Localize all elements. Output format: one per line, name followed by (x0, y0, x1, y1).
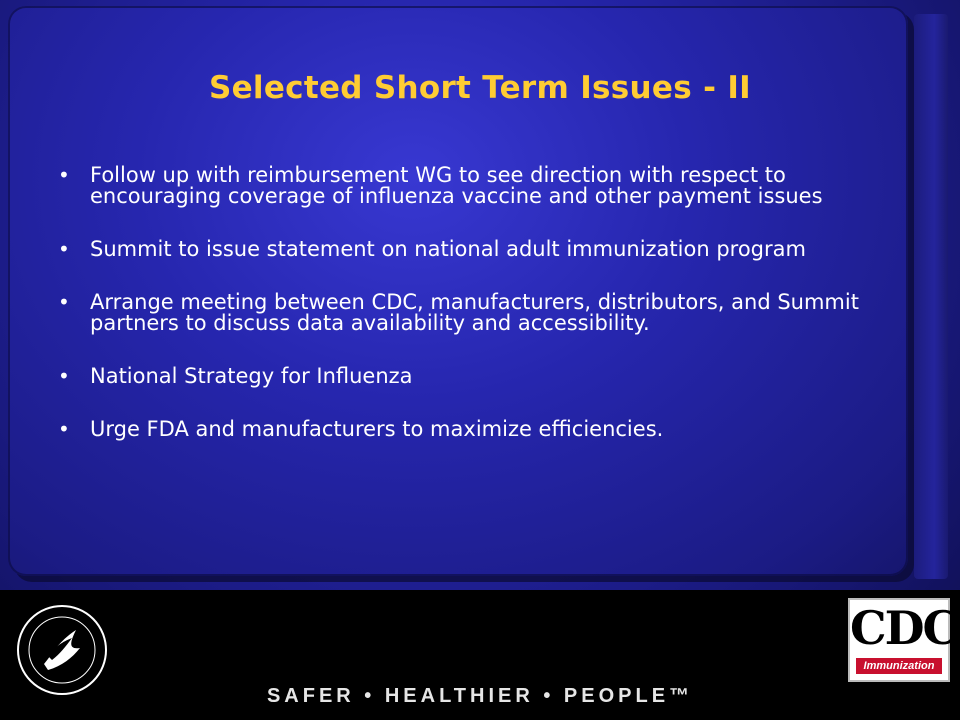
bullet-item (58, 366, 898, 387)
bullet-item (58, 419, 898, 440)
bullet-item (58, 165, 898, 207)
bullet-glyph: • (58, 290, 70, 314)
bullet-text: Arrange meeting between CDC, manufacturers, distributors, and Summit partners to discuss data availability and accessibility. (90, 290, 859, 335)
bullet-text: National Strategy for Influenza (90, 364, 413, 388)
cdc-logo-subtitle: Immunization (856, 658, 942, 674)
bullet-glyph: • (58, 417, 70, 441)
hhs-seal-icon (14, 602, 110, 698)
bullet-text: Summit to issue statement on national adult immunization program (90, 237, 806, 261)
bullet-item (58, 239, 898, 260)
bullet-item (58, 292, 898, 334)
cdc-logo (848, 598, 958, 682)
slide-title: Selected Short Term Issues - II (208, 70, 752, 106)
bullet-glyph: • (58, 364, 70, 388)
bullet-text: Follow up with reimbursement WG to see direction with respect to encouraging coverage of influenza vaccine and other payment issues (90, 163, 823, 208)
bullet-glyph: • (58, 163, 70, 187)
tagline: SAFER • HEALTHIER • PEOPLE™ (266, 685, 694, 707)
bullet-list (58, 165, 898, 472)
bullet-glyph: • (58, 237, 70, 261)
bullet-text: Urge FDA and manufacturers to maximize efficiencies. (90, 417, 664, 441)
cdc-logo-text: CDC (850, 601, 958, 655)
